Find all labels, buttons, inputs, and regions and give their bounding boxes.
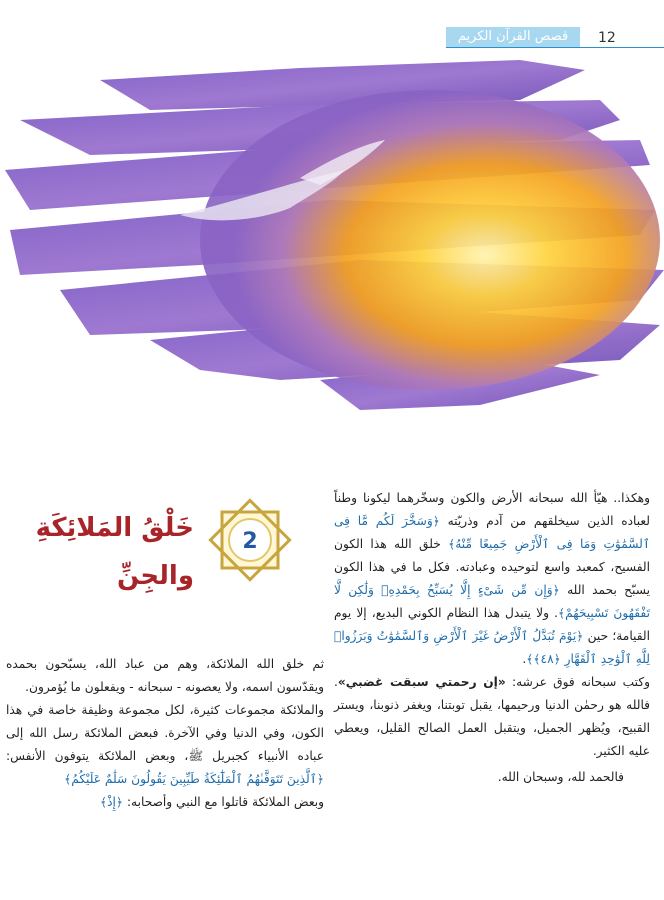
hero-abstract-art xyxy=(0,60,664,460)
page-number: 12 xyxy=(598,30,616,46)
section-number-badge xyxy=(200,490,300,590)
quran-verse: ﴿يَوْمَ تُبَدَّلُ ٱلْأَرْضُ غَيْرَ ٱلْأَرْضِ وَٱلسَّمَٰوَٰتُ وَبَرَزُوا۟ لِلَّهِ ٱلْوَٰحِدِ ٱلْقَهَّارِ ﴿٤٨﴾﴾ xyxy=(334,629,650,666)
quran-verse: ﴿إِذْ﴾ xyxy=(99,795,124,809)
hadith-quote: «إن رحمتي سبقت غضبي» xyxy=(337,675,506,689)
left-column xyxy=(6,653,324,814)
section-title: خَلْقُ المَلائِكَةِ xyxy=(35,513,194,543)
paragraph: وكتب سبحانه فوق عرشه: «إن رحمتي سبقت غضبي». فالله هو رحمٰن الدنيا ورحيمها، يقبل توبتنا، ويغفر ذنوبنا، ويستر القبيح، ويُظهر الجميل، ويتقبل العمل الصالح القليل، ويعطي عليه الكثير. xyxy=(334,675,651,758)
quran-verse: ﴿وَإِن مِّن شَىْءٍ إِلَّا يُسَبِّحُ بِحَمْدِهِۦ وَلَٰكِن لَّا تَفْقَهُونَ تَسْبِيحَهُمْ﴾ xyxy=(334,583,650,620)
section-title-line2: والجِنِّ xyxy=(117,561,194,591)
right-column xyxy=(334,487,650,789)
paragraph: ثم خلق الله الملائكة، وهم من عباد الله، يسبّحون بحمده ويقدّسون اسمه، ولا يعصونه - سبحانه - ويفعلون ما يُؤمرون. xyxy=(6,657,324,694)
quran-verse: ﴿ٱلَّذِينَ تَتَوَفَّىٰهُمُ ٱلْمَلَٰٓئِكَةُ طَيِّبِينَ يَقُولُونَ سَلَٰمٌ عَلَيْكُمُ﴾ xyxy=(64,772,324,786)
paragraph: وبعض الملائكة قاتلوا مع النبي وأصحابه: ﴿إِذْ﴾ xyxy=(99,795,324,809)
quran-verse: ﴿وَسَخَّرَ لَكُم مَّا فِى ٱلسَّمَٰوَٰتِ وَمَا فِى ٱلْأَرْضِ جَمِيعًا مِّنْهُ﴾ xyxy=(334,514,651,551)
paragraph: وهكذا.. هيّأ الله سبحانه الأرض والكون وسخّرهما ليكونا وطناً لعباده الذين سيخلقهم من آدم وذريّته ﴿وَسَخَّرَ لَكُم مَّا فِى ٱلسَّمَٰوَٰتِ وَمَا فِى ٱلْأَرْضِ جَمِيعًا مِّنْهُ﴾ خلق الله هذا الكون الفسيح، كمعبد واسع لتوحيده وعبادته. فكل ما في هذا الكون يسبّح بحمد الله ﴿وَإِن مِّن شَىْءٍ إِلَّا يُسَبِّحُ بِحَمْدِهِۦ وَلَٰكِن لَّا تَفْقَهُونَ تَسْبِيحَهُمْ﴾. ولا يتبدل هذا النظام الكوني البديع، إلا يوم القيامة؛ حين ﴿يَوْمَ تُبَدَّلُ ٱلْأَرْضُ غَيْرَ ٱلْأَرْضِ وَٱلسَّمَٰوَٰتُ وَبَرَزُوا۟ لِلَّهِ ٱلْوَٰحِدِ ٱلْقَهَّارِ ﴿٤٨﴾﴾. xyxy=(334,491,651,666)
header-rule xyxy=(446,47,664,48)
signoff: فالحمد لله، وسبحان الله. xyxy=(497,770,624,784)
book-title-banner: قصص القرآن الكريم xyxy=(446,27,580,47)
section-number: 2 xyxy=(242,529,258,554)
paragraph: والملائكة مجموعات كثيرة، لكل مجموعة وظيفة خاصة في هذا الكون، وفي الدنيا وفي الآخرة. فبعض الملائكة رسل الله إلى عباده الأنبياء كجبريل ﷺ، وبعض الملائكة يتوفون الأنفس: ﴿ٱلَّذِينَ تَتَوَفَّىٰهُمُ ٱلْمَلَٰٓئِكَةُ طَيِّبِينَ يَقُولُونَ سَلَٰمٌ عَلَيْكُمُ﴾ xyxy=(6,703,324,786)
